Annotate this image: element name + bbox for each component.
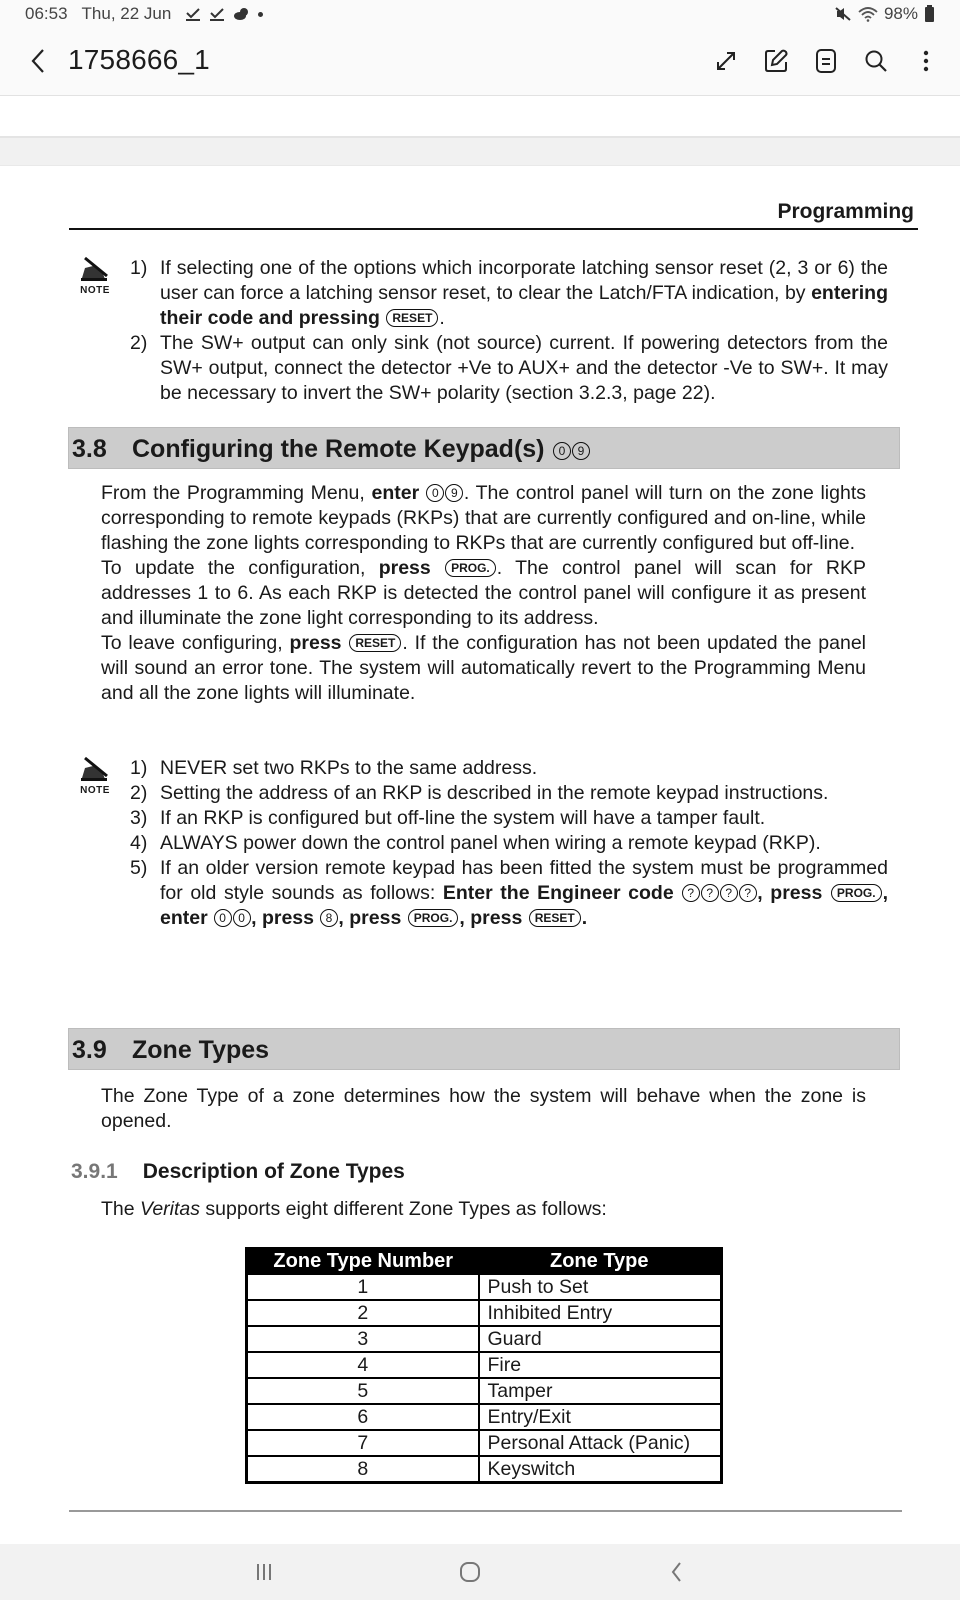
chevron-left-icon — [30, 48, 46, 74]
item-number: 3) — [130, 807, 148, 829]
zone-type-name: Guard — [479, 1326, 722, 1352]
toolbar — [712, 46, 940, 76]
note-bold-text: entering their code and pressing — [160, 282, 888, 329]
text: From the Programming Menu, — [101, 482, 372, 504]
reset-key: RESET — [349, 634, 401, 652]
home-icon — [459, 1561, 481, 1583]
header-rule — [69, 228, 918, 230]
status-time: 06:53 — [25, 4, 68, 23]
note-label: NOTE — [80, 785, 110, 796]
table-row — [247, 1456, 722, 1482]
download-complete-icon — [185, 6, 201, 22]
recent-apps-icon — [254, 1562, 274, 1582]
item-number: 1) — [130, 257, 148, 279]
zone-type-number: 1 — [247, 1274, 479, 1300]
prog-key: PROG. — [408, 909, 459, 927]
bold-text: press — [770, 882, 823, 904]
note-hand-pencil-icon — [79, 256, 111, 282]
search-icon — [864, 49, 888, 73]
paragraph — [101, 481, 866, 556]
note-item — [130, 806, 888, 831]
section-title: Zone Types — [132, 1036, 270, 1064]
key-0: 0 — [426, 484, 444, 502]
note-text: If selecting one of the options which incorporate latching sensor reset (2, 3 or 6) the user can force a latching sensor reset, to clear the Latch/FTA indication, by — [160, 257, 888, 304]
document-title: 1758666_1 — [68, 44, 210, 75]
section-title-text: Configuring the Remote Keypad(s) — [132, 435, 545, 463]
note-block — [78, 756, 888, 1006]
key-8: 8 — [320, 909, 338, 927]
app-bar — [0, 30, 960, 96]
back-chevron-icon — [670, 1561, 682, 1583]
reset-key: RESET — [386, 309, 438, 327]
recent-apps-button[interactable] — [244, 1556, 284, 1588]
battery-percent: 98% — [883, 4, 918, 23]
subsection-heading-3-9-1 — [71, 1160, 405, 1184]
table-header-row — [247, 1249, 722, 1275]
zone-type-name: Fire — [479, 1352, 722, 1378]
section-number: 3.8 — [72, 435, 107, 463]
status-bar — [0, 0, 960, 30]
note-text: If an RKP is configured but off-line the system will have a tamper fault. — [160, 807, 766, 829]
more-vertical-icon — [923, 49, 929, 73]
note-item — [130, 831, 888, 856]
table-row — [247, 1430, 722, 1456]
reset-key: RESET — [529, 909, 581, 927]
code-key: ? — [739, 884, 757, 902]
bold-text: press — [289, 632, 342, 654]
wifi-icon — [858, 6, 878, 22]
note-label: NOTE — [80, 285, 110, 296]
section-heading-3-9 — [68, 1028, 900, 1070]
prog-key: PROG. — [445, 559, 496, 577]
text: To update the configuration, — [101, 557, 379, 579]
code-key: ? — [682, 884, 700, 902]
navigation-bar — [0, 1544, 960, 1600]
text: supports eight different Zone Types as follows: — [200, 1198, 607, 1220]
zone-type-number: 5 — [247, 1378, 479, 1404]
product-name: Veritas — [140, 1198, 200, 1220]
bold-text: press — [378, 557, 431, 579]
zone-type-name: Keyswitch — [479, 1456, 722, 1482]
expand-arrows-icon — [714, 49, 738, 73]
table-row — [247, 1352, 722, 1378]
table-row — [247, 1274, 722, 1300]
zone-type-name: Tamper — [479, 1378, 722, 1404]
document-page — [0, 166, 960, 1544]
zone-types-table — [245, 1247, 723, 1484]
table-body — [247, 1274, 722, 1482]
zone-type-name: Push to Set — [479, 1274, 722, 1300]
paragraph — [101, 631, 866, 706]
note-item — [130, 781, 888, 806]
battery-icon — [925, 7, 934, 22]
item-number: 1) — [130, 757, 148, 779]
zone-type-number: 3 — [247, 1326, 479, 1352]
note-text: The SW+ output can only sink (not source) current. If powering detectors from the SW+ output, connect the detector +Ve to AUX+ and the detector -Ve to SW+. It may be necessary to invert the SW+ polarity (section 3.2.3, page 22). — [160, 332, 888, 404]
column-header: Zone Type — [479, 1249, 722, 1275]
expand-button[interactable] — [712, 46, 740, 76]
zone-type-name: Personal Attack (Panic) — [479, 1430, 722, 1456]
paragraph — [101, 556, 866, 631]
zone-type-number: 6 — [247, 1404, 479, 1430]
home-button[interactable] — [450, 1556, 490, 1588]
bold-text: press — [470, 907, 523, 929]
search-button[interactable] — [862, 46, 890, 76]
text: To leave configuring, — [101, 632, 290, 654]
bold-text: enter — [160, 907, 208, 929]
item-number: 2) — [130, 782, 148, 804]
key-0: 0 — [214, 909, 232, 927]
status-date: Thu, 22 Jun — [81, 4, 172, 23]
note-item — [130, 331, 888, 406]
table-row — [247, 1378, 722, 1404]
bold-text: press — [261, 907, 314, 929]
zone-type-number: 4 — [247, 1352, 479, 1378]
note-text: Setting the address of an RKP is described in the remote keypad instructions. — [160, 782, 829, 804]
paragraph: The Zone Type of a zone determines how the system will behave when the zone is opened. — [101, 1085, 866, 1132]
bold-text: press — [349, 907, 402, 929]
notification-dot-icon — [258, 12, 263, 17]
key-9: 9 — [572, 442, 590, 460]
zone-type-number: 8 — [247, 1456, 479, 1482]
subsection-number: 3.9.1 — [71, 1160, 118, 1183]
key-9: 9 — [445, 484, 463, 502]
edit-pencil-icon — [763, 48, 789, 74]
item-number: 4) — [130, 832, 148, 854]
code-key: ? — [701, 884, 719, 902]
note-text: NEVER set two RKPs to the same address. — [160, 757, 538, 779]
running-header: Programming — [777, 200, 914, 223]
table-row — [247, 1300, 722, 1326]
download-complete-icon — [209, 6, 225, 22]
system-back-button[interactable] — [656, 1556, 696, 1588]
text-mode-button[interactable] — [812, 46, 840, 76]
key-0: 0 — [233, 909, 251, 927]
back-button[interactable] — [24, 44, 52, 78]
page-bottom-edge — [69, 1510, 902, 1512]
note-icon — [78, 756, 112, 796]
note-hand-pencil-icon — [79, 756, 111, 782]
note-icon — [78, 256, 112, 296]
text: . The control panel will scan for RKP addresses 1 to 6. As each RKP is detected the control panel will configure it as present and illuminate the zone light corresponding to its address. — [101, 557, 867, 629]
zone-type-number: 2 — [247, 1300, 479, 1326]
subsection-intro — [101, 1197, 866, 1222]
edit-button[interactable] — [762, 46, 790, 76]
text: . If the configuration has not been updated the panel will sound an error tone. The system will automatically revert to the Programming Menu and all the zone lights will illuminate. — [101, 632, 867, 704]
section-title — [132, 435, 591, 464]
previous-page-end — [0, 96, 960, 136]
key-0: 0 — [553, 442, 571, 460]
cloud-icon — [233, 7, 250, 21]
table-row — [247, 1404, 722, 1430]
zone-type-number: 7 — [247, 1430, 479, 1456]
mute-icon — [834, 6, 852, 22]
section-3-8-body — [101, 481, 866, 706]
text: The — [101, 1198, 141, 1220]
table-row — [247, 1326, 722, 1352]
section-number: 3.9 — [72, 1036, 107, 1064]
note-list — [130, 756, 888, 931]
text: . The control panel will turn on the zone lights corresponding to remote keypads (RKPs) that are currently configured and on-line, while flashing the zone lights corresponding to RKPs that are currently configured but off-line. — [101, 482, 866, 554]
paragraph — [101, 1197, 866, 1222]
note-text: ALWAYS power down the control panel when wiring a remote keypad (RKP). — [160, 832, 821, 854]
note-block — [78, 256, 888, 406]
prog-key: PROG. — [831, 884, 882, 902]
note-item: 5) If an older version remote keypad has been fitted the system must be programmed for old style sounds as follows: Enter the Engineer code ? ? ? ? , press PROG. , enter 0 0 , press 8 , press PROG. , press RESET . — [130, 857, 889, 929]
subsection-title: Description of Zone Types — [142, 1160, 405, 1183]
note-bold-text: Enter the Engineer code — [442, 882, 674, 904]
punctuation: . — [439, 307, 445, 329]
column-header: Zone Type Number — [247, 1249, 479, 1275]
section-3-9-intro — [101, 1084, 866, 1134]
page-separator — [0, 136, 960, 166]
note-item — [130, 256, 888, 331]
zone-type-name: Entry/Exit — [479, 1404, 722, 1430]
note-item — [130, 756, 888, 781]
zone-type-name: Inhibited Entry — [479, 1300, 722, 1326]
text-document-icon — [815, 48, 837, 74]
bold-text: enter — [371, 482, 420, 504]
note-list — [130, 256, 888, 406]
section-heading-3-8 — [68, 427, 900, 469]
code-key: ? — [720, 884, 738, 902]
more-options-button[interactable] — [912, 46, 940, 76]
note-text: If an older version remote keypad has been fitted the system must be programmed for old style sounds as follows: — [160, 857, 888, 904]
item-number: 5) — [130, 857, 148, 879]
item-number: 2) — [130, 332, 148, 354]
